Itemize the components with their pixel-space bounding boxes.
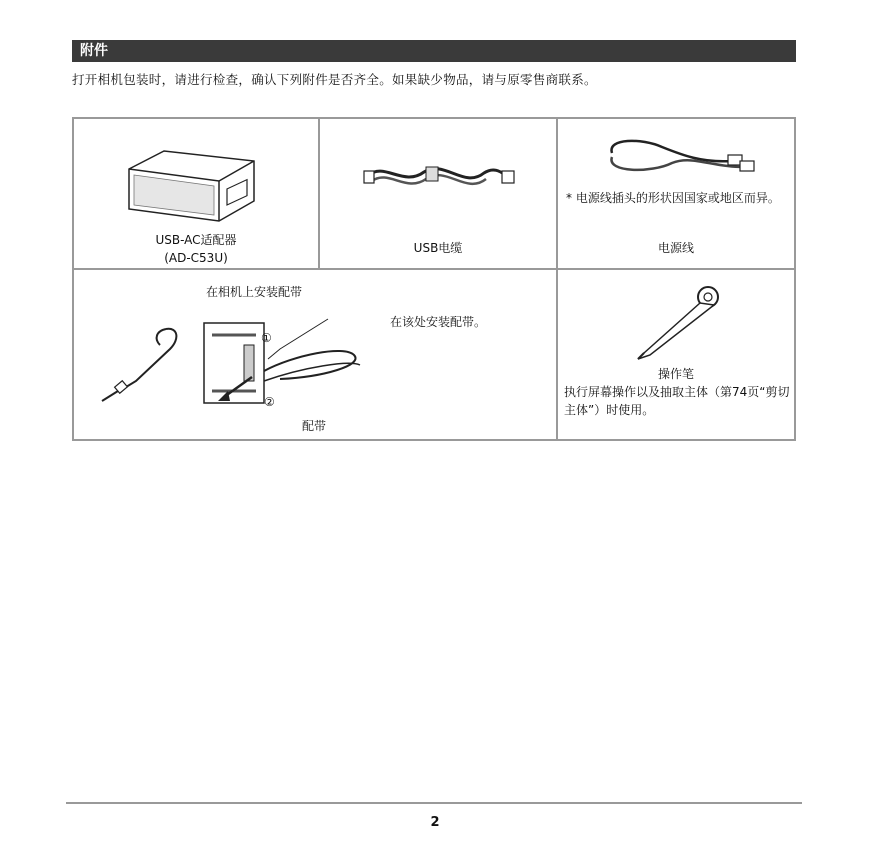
usb-ac-adapter-illustration [124, 139, 274, 229]
stylus-illustration [630, 283, 730, 363]
section-header-bar [72, 40, 796, 62]
page-number: 2 [430, 815, 440, 830]
power-cord-name: 电源线 [657, 241, 694, 255]
strap-name: 配带 [301, 419, 326, 433]
strap-illustration [96, 325, 186, 405]
strap-attach-diagram [204, 315, 374, 415]
strap-callout: 在该处安装配带。 [390, 315, 487, 329]
cell-divider [556, 119, 558, 439]
stylus-description: 执行屏幕操作以及抽取主体（第74页“剪切主体”）时使用。 [564, 385, 790, 417]
strap-step-2: ② [264, 395, 275, 409]
accessories-table [72, 117, 796, 441]
row-divider [74, 268, 794, 270]
usb-cable-name: USB电缆 [413, 241, 463, 255]
power-cord-illustration [602, 133, 762, 179]
strap-heading: 在相机上安装配带 [205, 285, 302, 299]
adapter-model: (AD-C53U) [164, 251, 228, 265]
usb-cable-illustration [364, 157, 514, 197]
stylus-name: 操作笔 [657, 367, 694, 381]
power-cord-note: * 电源线插头的形状因国家或地区而异。 [566, 191, 780, 205]
strap-step-1: ① [261, 331, 272, 345]
footer-rule [66, 802, 802, 804]
section-title: 附件 [80, 43, 108, 59]
adapter-name: USB-AC适配器 [155, 233, 237, 247]
intro-paragraph: 打开相机包装时，请进行检查，确认下列附件是否齐全。如果缺少物品，请与原零售商联系。 [72, 72, 597, 87]
